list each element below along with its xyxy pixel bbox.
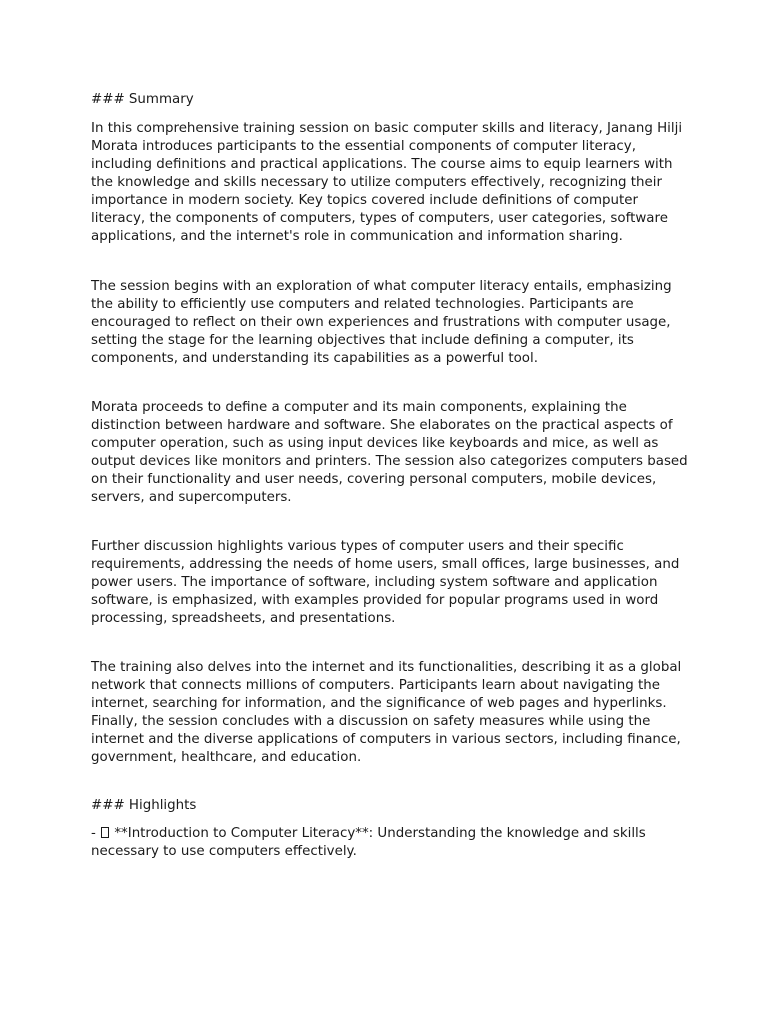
summary-paragraph-1: In this comprehensive training session on basic computer skills and literacy, Janang Hilji Morata introduces participants to the essential components of computer literacy, including definitions and practical applications. The course aims to equip learners with the knowledge and skills necessary to utilize computers effectively, recognizing their importance in modern society. Key topics covered include definitions of computer literacy, the components of computers, types of computers, user categories, software applications, and the internet's role in communication and information sharing. — [91, 121, 683, 244]
summary-heading: ### Summary — [91, 92, 194, 107]
highlight-bullet: - — [91, 826, 101, 841]
highlights-heading: ### Highlights — [91, 798, 197, 813]
summary-paragraph-3: Morata proceeds to define a computer and its main components, explaining the distinction between hardware and software. She elaborates on the practical aspects of computer operation, such as using input devices like keyboards and mice, as well as output devices like monitors and printers. The session also categorizes computers based on their functionality and user needs, covering personal computers, mobile devices, servers, and supercomputers. — [91, 400, 688, 505]
document-page — [91, 91, 691, 861]
highlight-item-1 — [91, 825, 691, 861]
highlight-text: **Introduction to Computer Literacy**: Understanding the knowledge and skills necessary to use computers effectively. — [91, 826, 646, 859]
summary-paragraph-5: The training also delves into the internet and its functionalities, describing it as a global network that connects millions of computers. Participants learn about navigating the internet, searching for information, and the significance of web pages and hyperlinks. Finally, the session concludes with a discussion on safety measures while using the internet and the diverse applications of computers in various sectors, including finance, government, healthcare, and education. — [91, 660, 682, 765]
missing-glyph-icon — [101, 827, 109, 838]
summary-paragraph-4: Further discussion highlights various types of computer users and their specific requirements, addressing the needs of home users, small offices, large businesses, and power users. The importance of software, including system software and application software, is emphasized, with examples provided for popular programs used in word processing, spreadsheets, and presentations. — [91, 539, 680, 626]
summary-paragraph-2: The session begins with an exploration of what computer literacy entails, emphasizing the ability to efficiently use computers and related technologies. Participants are encouraged to reflect on their own experiences and frustrations with computer usage, setting the stage for the learning objectives that include defining a computer, its components, and understanding its capabilities as a powerful tool. — [91, 279, 672, 366]
